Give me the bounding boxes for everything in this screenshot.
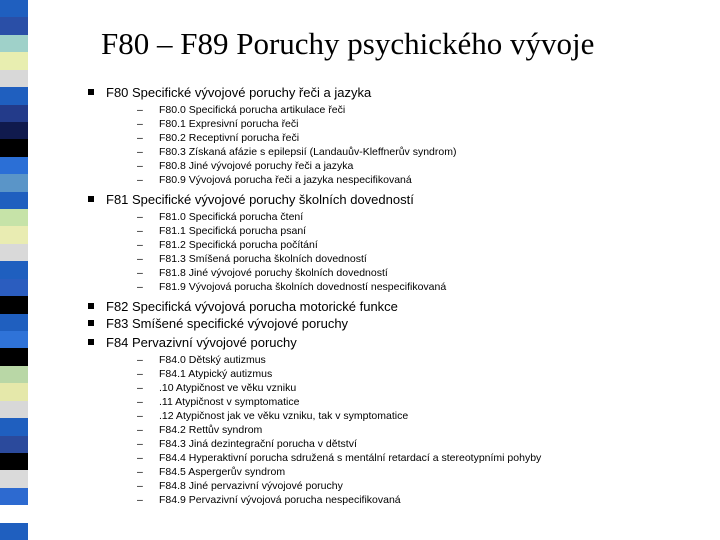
list-item-label: F84.3 Jiná dezintegrační porucha v dětství [159, 438, 357, 450]
dash-bullet-icon: – [137, 281, 143, 293]
dash-bullet-icon: – [137, 132, 143, 144]
stripe-block [0, 505, 28, 522]
stripe-block [0, 314, 28, 331]
dash-bullet-icon: – [137, 466, 143, 478]
section-label: F82 Specifická vývojová porucha motorické funkce [106, 299, 398, 314]
stripe-block [0, 157, 28, 174]
section-label: F84 Pervazivní vývojové poruchy [106, 335, 297, 350]
list-item [88, 210, 708, 224]
dash-bullet-icon: – [137, 174, 143, 186]
stripe-block [0, 17, 28, 34]
dash-bullet-icon: – [137, 410, 143, 422]
list-item [88, 423, 708, 437]
list-item-label: F81.9 Vývojová porucha školních dovedností nespecifikovaná [159, 281, 447, 293]
dash-bullet-icon: – [137, 480, 143, 492]
square-bullet-icon [88, 196, 94, 202]
list-item [88, 159, 708, 173]
list-item [88, 238, 708, 252]
list-item-label: F84.2 Rettův syndrom [159, 424, 263, 436]
stripe-block [0, 226, 28, 243]
decorative-color-stripe [0, 0, 28, 540]
list-item-label: F81.3 Smíšená porucha školních dovedností [159, 253, 367, 265]
dash-bullet-icon: – [137, 396, 143, 408]
list-item [88, 367, 708, 381]
list-item-label: F81.8 Jiné vývojové poruchy školních dovedností [159, 267, 388, 279]
list-item-label: F80.2 Receptivní porucha řeči [159, 132, 300, 144]
stripe-block [0, 383, 28, 400]
stripe-block [0, 401, 28, 418]
dash-bullet-icon: – [137, 160, 143, 172]
stripe-block [0, 105, 28, 122]
stripe-block [0, 35, 28, 52]
stripe-block [0, 453, 28, 470]
list-item [88, 381, 708, 395]
section-label: F83 Smíšené specifické vývojové poruchy [106, 316, 349, 331]
list-item-label: F80.8 Jiné vývojové poruchy řeči a jazyka [159, 160, 354, 172]
dash-bullet-icon: – [137, 494, 143, 506]
list-item-label: .12 Atypičnost jak ve věku vzniku, tak v symptomatice [159, 410, 409, 422]
stripe-block [0, 122, 28, 139]
list-item [88, 353, 708, 367]
sub-item-list [88, 353, 708, 507]
list-item-label: F81.0 Specifická porucha čtení [159, 211, 304, 223]
list-item [88, 465, 708, 479]
dash-bullet-icon: – [137, 146, 143, 158]
dash-bullet-icon: – [137, 253, 143, 265]
dash-bullet-icon: – [137, 354, 143, 366]
dash-bullet-icon: – [137, 239, 143, 251]
stripe-block [0, 348, 28, 365]
list-item [88, 479, 708, 493]
list-item-label: F84.5 Aspergerův syndrom [159, 466, 286, 478]
section-heading [88, 334, 708, 351]
dash-bullet-icon: – [137, 225, 143, 237]
stripe-block [0, 0, 28, 17]
dash-bullet-icon: – [137, 438, 143, 450]
stripe-block [0, 366, 28, 383]
list-item-label: F84.4 Hyperaktivní porucha sdružená s mentální retardací a stereotypními pohyby [159, 452, 542, 464]
list-item-label: F80.0 Specifická porucha artikulace řeči [159, 104, 346, 116]
sub-item-list [88, 210, 708, 294]
list-item [88, 117, 708, 131]
stripe-block [0, 470, 28, 487]
list-item [88, 280, 708, 294]
list-item [88, 103, 708, 117]
section-label: F81 Specifické vývojové poruchy školních dovedností [106, 192, 414, 207]
list-item-label: F84.0 Dětský autizmus [159, 354, 266, 366]
stripe-block [0, 87, 28, 104]
square-bullet-icon [88, 89, 94, 95]
square-bullet-icon [88, 303, 94, 309]
sub-item-list [88, 103, 708, 187]
dash-bullet-icon: – [137, 452, 143, 464]
list-item-label: F84.1 Atypický autizmus [159, 368, 273, 380]
stripe-block [0, 139, 28, 156]
stripe-block [0, 488, 28, 505]
list-item-label: F84.9 Pervazivní vývojová porucha nespecifikovaná [159, 494, 401, 506]
section-heading [88, 191, 708, 208]
section-label: F80 Specifické vývojové poruchy řeči a jazyka [106, 85, 372, 100]
stripe-block [0, 174, 28, 191]
stripe-block [0, 192, 28, 209]
stripe-block [0, 279, 28, 296]
slide-title: F80 – F89 Poruchy psychického vývoje [101, 26, 595, 61]
dash-bullet-icon: – [137, 424, 143, 436]
stripe-block [0, 244, 28, 261]
list-item [88, 252, 708, 266]
stripe-block [0, 209, 28, 226]
list-item-label: F81.1 Specifická porucha psaní [159, 225, 307, 237]
list-item [88, 173, 708, 187]
dash-bullet-icon: – [137, 267, 143, 279]
dash-bullet-icon: – [137, 368, 143, 380]
list-item [88, 409, 708, 423]
list-item-label: F80.3 Získaná afázie s epilepsií (Landauův-Kleffnerův syndrom) [159, 146, 457, 158]
stripe-block [0, 331, 28, 348]
list-item-label: F81.2 Specifická porucha počítání [159, 239, 318, 251]
list-item [88, 131, 708, 145]
section-heading [88, 84, 708, 101]
list-item-label: F84.8 Jiné pervazivní vývojové poruchy [159, 480, 343, 492]
dash-bullet-icon: – [137, 118, 143, 130]
list-item-label: .10 Atypičnost ve věku vzniku [159, 382, 297, 394]
section-heading [88, 315, 708, 332]
list-item-label: F80.1 Expresivní porucha řeči [159, 118, 299, 130]
dash-bullet-icon: – [137, 211, 143, 223]
section-heading [88, 298, 708, 315]
stripe-block [0, 523, 28, 540]
list-item [88, 224, 708, 238]
list-item-label: F80.9 Vývojová porucha řeči a jazyka nespecifikovaná [159, 174, 412, 186]
stripe-block [0, 52, 28, 69]
stripe-block [0, 436, 28, 453]
square-bullet-icon [88, 320, 94, 326]
list-item [88, 266, 708, 280]
stripe-block [0, 261, 28, 278]
list-item [88, 493, 708, 507]
stripe-block [0, 418, 28, 435]
list-item-label: .11 Atypičnost v symptomatice [159, 396, 300, 408]
list-item [88, 145, 708, 159]
stripe-block [0, 70, 28, 87]
dash-bullet-icon: – [137, 104, 143, 116]
list-item [88, 395, 708, 409]
stripe-block [0, 296, 28, 313]
square-bullet-icon [88, 339, 94, 345]
list-item [88, 437, 708, 451]
slide-content [88, 84, 708, 511]
dash-bullet-icon: – [137, 382, 143, 394]
list-item [88, 451, 708, 465]
